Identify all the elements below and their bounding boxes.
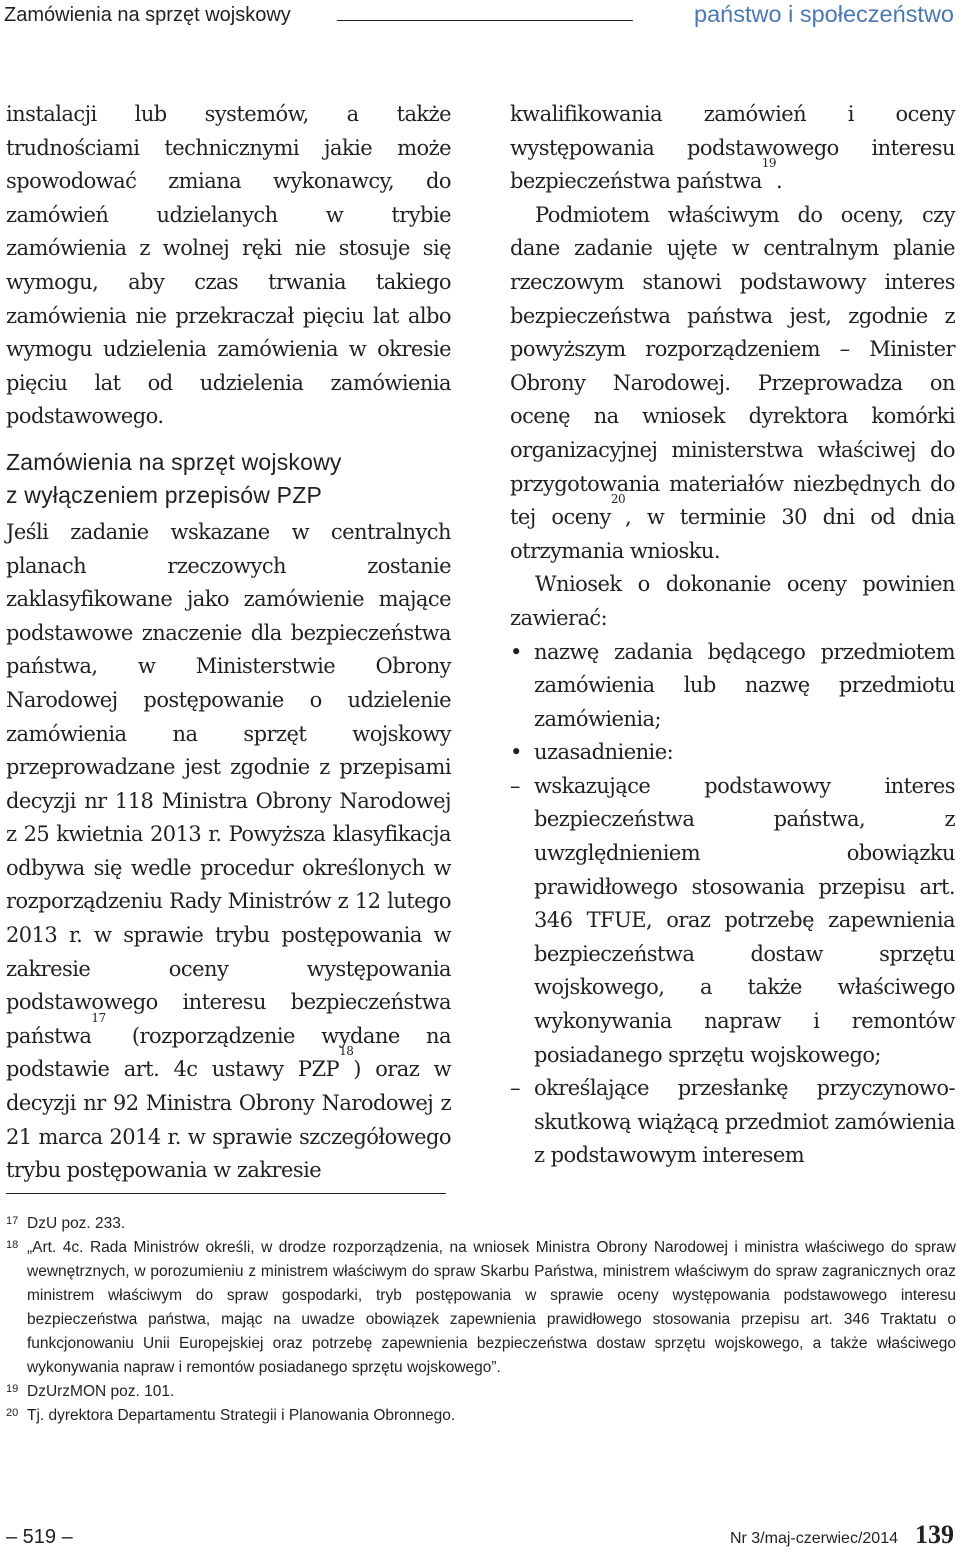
running-header: [0, 0, 960, 40]
footnote-ref: 18: [339, 1044, 354, 1059]
footnote-text: DzU poz. 233.: [27, 1215, 126, 1232]
paragraph-text: Jeśli zadanie wskazane w centralnych planach rzeczowych zostanie zaklasyfikowane jako zamówienie mające podstawowe znaczenie dla bezpieczeństwa państwa, w Ministerstwie Obrony Narodowej postępowanie o udzielenie zamówienia na sprzęt wojskowy przeprowadzane jest zgodnie z przepisami decyzji nr 118 Ministra Obrony Narodowej z 25 kwietnia 2013 r. Powyższa klasyfikacja odbywa się wedle procedur określonych w rozporządzeniu Rady Ministrów z 12 lutego 2013 r. w sprawie trybu postępowania w zakresie oceny występowania podstawowego interesu bezpieczeństwa państwa: [6, 519, 451, 1048]
footnote: [6, 1236, 956, 1380]
dash-mark: –: [510, 773, 520, 798]
paragraph: [510, 199, 955, 569]
paragraph-text: ) oraz w decyzji nr 92 Ministra Obrony Narodowej z 21 marca 2014 r. w sprawie szczegółowego trybu postępowania w zakresie: [6, 1057, 451, 1183]
list-item: [510, 636, 955, 737]
page-footer: [0, 1520, 960, 1553]
list-item-text: określające przesłankę przyczynowo-skutkową wiążącą przedmiot zamówienia z podstawowym interesem: [534, 1076, 955, 1168]
bullet-mark: •: [510, 639, 522, 664]
paragraph: Wniosek o dokonanie oceny powinien zawierać:: [510, 572, 955, 630]
dash-mark: –: [510, 1076, 520, 1101]
footnote-text: DzUrzMON poz. 101.: [27, 1383, 175, 1400]
footnote-ref: 17: [91, 1010, 106, 1025]
footnote-number: 20: [6, 1407, 19, 1419]
section-heading-line: z wyłączeniem przepisów PZP: [6, 481, 323, 508]
bullet-mark: •: [510, 740, 522, 765]
footnotes: [6, 1212, 956, 1428]
list-item-text: uzasadnienie:: [534, 740, 674, 765]
paragraph-text: , w terminie 30 dni od dnia otrzymania wniosku.: [510, 505, 955, 563]
section-heading-line: Zamówienia na sprzęt wojskowy: [6, 448, 342, 475]
footnote: [6, 1212, 956, 1236]
footnote-text: „Art. 4c. Rada Ministrów określi, w drodze rozporządzenia, na wniosek Ministra Obrony Narodowej i ministra właściwego do spraw wewnętrznych, w porozumieniu z ministrem właściwym do spraw Skarbu Państwa, ministrem właściwym do spraw zagranicznych oraz ministrem właściwym do spraw gospodarki, tryb postępowania w sprawie oceny występowania podstawowego interesu bezpieczeństwa państwa, mając na uwadze obowiązek zapewnienia prawidłowego stosowania przepisu art. 346 Traktatu o funkcjonowaniu Unii Europejskiej oraz potrzebę zapewnienia bezpieczeństwa dostaw sprzętu wojskowego, a także właściwego wykonywania napraw i remontów posiadanego sprzętu wojskowego”.: [27, 1239, 956, 1376]
footnote-number: 19: [6, 1383, 19, 1395]
footnote-ref: 20: [610, 492, 626, 507]
list-item: [510, 1072, 955, 1173]
footnote-text: Tj. dyrektora Departamentu Strategii i Planowania Obronnego.: [27, 1407, 456, 1424]
section-heading: [6, 446, 451, 512]
paragraph-text: kwalifikowania zamówień i oceny występowania podstawowego interesu bezpieczeństwa państwa: [510, 102, 955, 194]
paragraph: [6, 516, 451, 1188]
paragraph: instalacji lub systemów, a także trudnościami technicznymi jakie może spowodować zmiana wykonawcy, do zamówień udzielanych w trybie zamówienia z wolnej ręki nie stosuje się wymogu, aby czas trwania takiego zamówienia nie przekraczał pięciu lat albo wymogu udzielenia zamówienia w okresie pięciu lat od udzielenia zamówienia podstawowego.: [6, 102, 451, 429]
issue-label: Nr 3/maj-czerwiec/2014: [729, 1530, 898, 1547]
header-rule: [337, 20, 633, 21]
footnote-rule: [6, 1193, 446, 1194]
list-item: [510, 736, 955, 770]
paragraph-text: (rozporządzenie wydane na podstawie art. 4c ustawy PZP: [6, 1023, 451, 1082]
list-item-text: nazwę zadania będącego przedmiotem zamówienia lub nazwę przedmiotu zamówienia;: [534, 639, 955, 731]
footnote: [6, 1404, 956, 1428]
header-category: państwo i społeczeństwo: [694, 1, 954, 27]
paragraph-text: Podmiotem właściwym do oceny, czy dane zadanie ujęte w centralnym planie rzeczowym stanowi podstawowy interes bezpieczeństwa państwa jest, zgodnie z powyższym rozporządzeniem – Minister Obrony Narodowej. Przeprowadza on ocenę na wniosek dyrektora komórki organizacyjnej ministerstwa właściwej do przygotowania materiałów niezbędnych do tej oceny: [510, 202, 955, 530]
requirements-list: [510, 636, 955, 1174]
paragraph: [510, 98, 955, 199]
footnote: [6, 1380, 956, 1404]
footnote-ref: 19: [761, 156, 776, 171]
footnote-number: 17: [6, 1215, 19, 1227]
document-page-number: – 519 –: [6, 1526, 73, 1548]
list-item: [510, 770, 955, 1072]
list-item-text: wskazujące podstawowy interes bezpieczeństwa państwa, z uwzględnieniem obowiązku prawidłowego stosowania przepisu art. 346 TFUE, oraz potrzebę zapewnienia bezpieczeństwa dostaw sprzętu wojskowego, a także właściwego wykonywania napraw i remontów posiadanego sprzętu wojskowego;: [534, 773, 955, 1067]
header-section-title: Zamówienia na sprzęt wojskowy: [4, 4, 291, 26]
right-column: [510, 98, 955, 1173]
page-number: 139: [915, 1520, 954, 1549]
footnote-number: 18: [6, 1239, 19, 1251]
paragraph-text: .: [775, 169, 783, 194]
left-column: [6, 98, 451, 1188]
